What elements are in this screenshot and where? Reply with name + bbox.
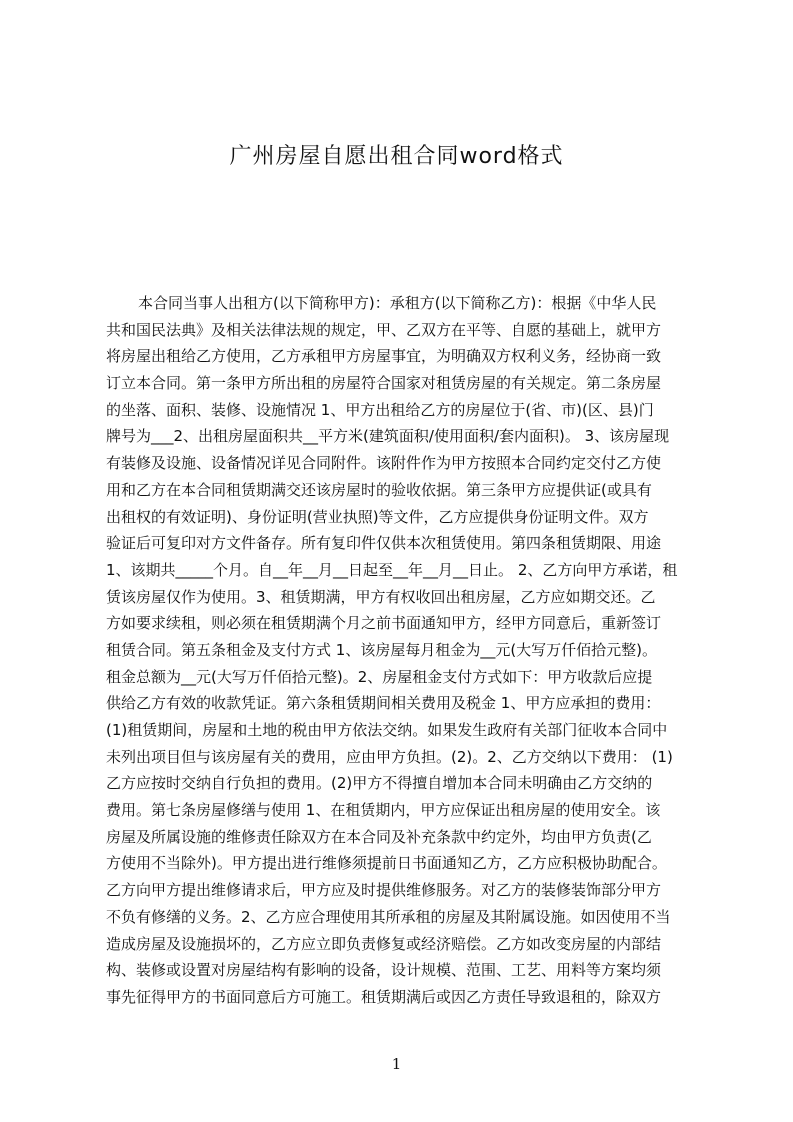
text-line: 乙方向甲方提出维修请求后，甲方应及时提供维修服务。对乙方的装修装饰部分甲方: [106, 881, 662, 900]
text-line: 赁该房屋仅作为使用。3、租赁期满，甲方有权收回出租房屋，乙方应如期交还。乙: [106, 587, 656, 606]
text-line: 乙方应按时交纳自行负担的费用。(2)甲方不得擅自增加本合同未明确由乙方交纳的: [106, 774, 653, 793]
text-line: 的坐落、面积、装修、设施情况 1、甲方出租给乙方的房屋位于(省、市)(区、县)门: [106, 400, 654, 419]
text-line: 未列出项目但与该房屋有关的费用，应由甲方负担。(2)。2、乙方交纳以下费用： (1): [106, 747, 673, 766]
text-line: 将房屋出租给乙方使用，乙方承租甲方房屋事宜，为明确双方权利义务，经协商一致: [106, 347, 662, 366]
text-line: 费用。第七条房屋修缮与使用 1、在租赁期内，甲方应保证出租房屋的使用安全。该: [106, 801, 661, 820]
text-line: (1)租赁期间，房屋和土地的税由甲方依法交纳。如果发生政府有关部门征收本合同中: [106, 721, 668, 739]
text-line: 订立本合同。第一条甲方所出租的房屋符合国家对租赁房屋的有关规定。第二条房屋: [106, 374, 662, 393]
text-line: 事先征得甲方的书面同意后方可施工。租赁期满后或因乙方责任导致退租的，除双方: [106, 987, 662, 1006]
text-line: 验证后可复印对方文件备存。所有复印件仅供本次租赁使用。第四条租赁期限、用途: [106, 534, 662, 553]
text-line: 不负有修缮的义务。2、乙方应合理使用其所承租的房屋及其附属设施。如因使用不当: [106, 907, 671, 926]
text-line: 方如要求续租，则必须在租赁期满个月之前书面通知甲方，经甲方同意后，重新签订: [106, 614, 662, 633]
contract-body: [106, 290, 698, 1011]
text-line: 方使用不当除外)。甲方提出进行维修须提前日书面通知乙方，乙方应积极协助配合。: [106, 854, 667, 873]
text-line: 共和国民法典》及相关法律法规的规定，甲、乙双方在平等、自愿的基础上，就甲方: [106, 320, 662, 339]
text-line: 租赁合同。第五条租金及支付方式 1、该房屋每月租金为__元(大写万仟佰拾元整)。: [106, 640, 658, 659]
text-line: 1、该期共_____个月。自__年__月__日起至__年__月__日止。 2、乙方向甲方承诺，租: [106, 560, 678, 579]
text-line: 牌号为___2、出租房屋面积共__平方米(建筑面积/使用面积/套内面积)。 3、该房屋现: [106, 427, 670, 446]
text-line: 有装修及设施、设备情况详见合同附件。该附件作为甲方按照本合同约定交付乙方使: [106, 454, 662, 473]
page-number: 1: [391, 1055, 402, 1073]
text-line: 供给乙方有效的收款凭证。第六条租赁期间相关费用及税金 1、甲方应承担的费用：: [106, 694, 661, 713]
text-line: 用和乙方在本合同租赁期满交还该房屋时的验收依据。第三条甲方应提供证(或具有: [106, 480, 652, 499]
document-title: 广州房屋自愿出租合同word格式: [229, 144, 564, 169]
text-line: 房屋及所属设施的维修责任除双方在本合同及补充条款中约定外，均由甲方负责(乙: [106, 827, 652, 846]
text-line: 出租权的有效证明)、身份证明(营业执照)等文件，乙方应提供身份证明文件。双方: [106, 507, 649, 526]
text-line: 租金总额为__元(大写万仟佰拾元整)。2、房屋租金支付方式如下：甲方收款后应提: [106, 667, 653, 686]
text-line: 构、装修或设置对房屋结构有影响的设备，设计规模、范围、工艺、用料等方案均须: [106, 961, 662, 980]
text-line: 造成房屋及设施损坏的，乙方应立即负责修复或经济赔偿。乙方如改变房屋的内部结: [106, 934, 662, 953]
text-line: 本合同当事人出租方(以下简称甲方)：承租方(以下简称乙方)：根据《中华人民: [138, 294, 657, 312]
